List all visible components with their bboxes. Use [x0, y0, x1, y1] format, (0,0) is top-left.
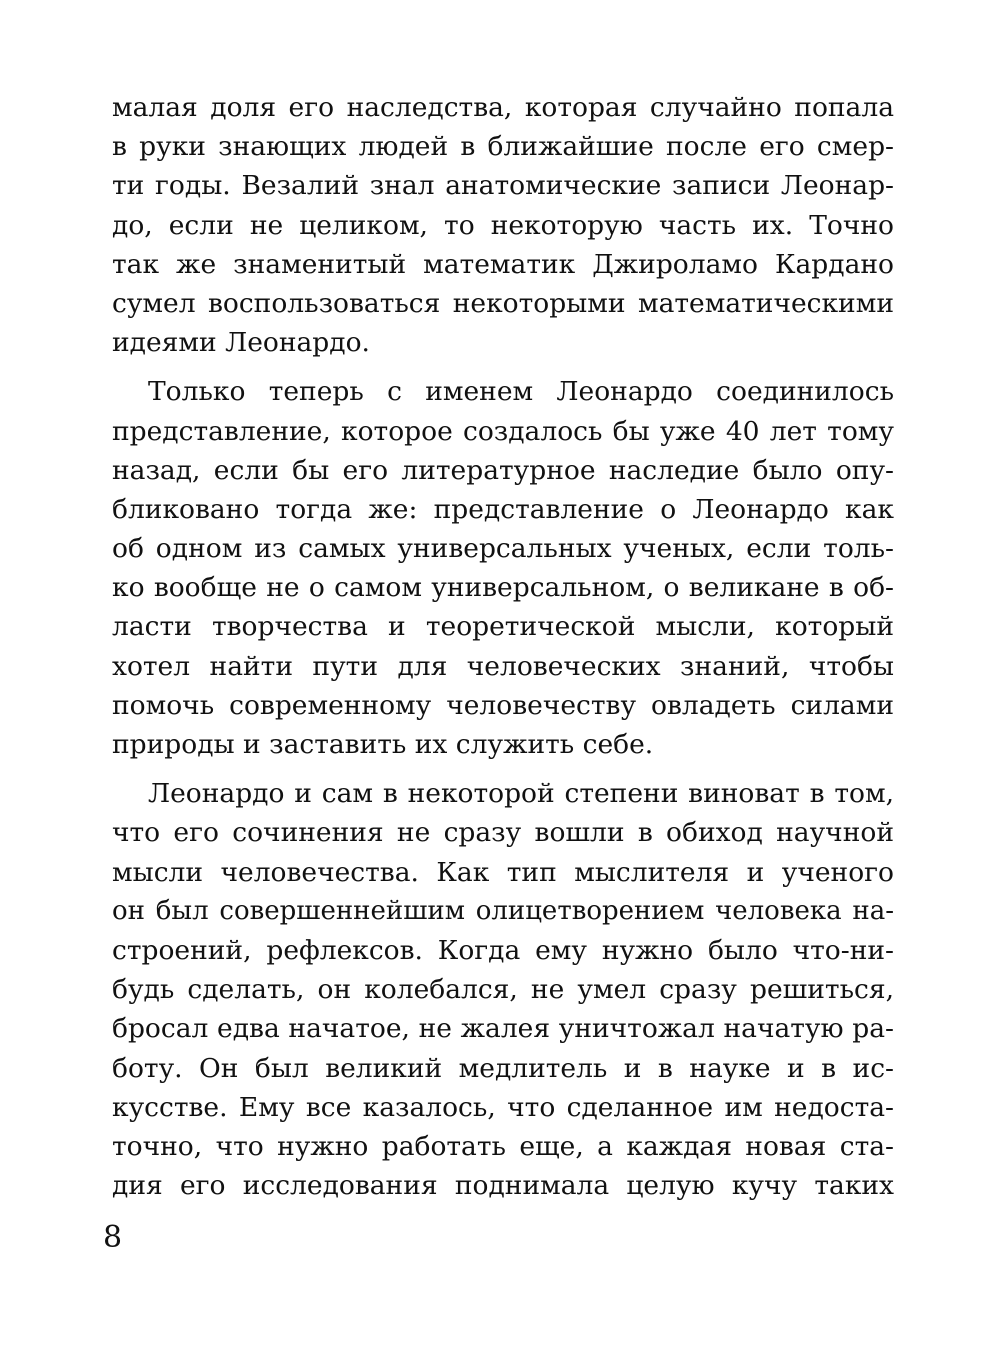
text-line: назад, если бы его литературное наследие было опу- — [112, 454, 894, 486]
text-line: бросал едва начатое, не жалея уничтожал начатую ра- — [112, 1013, 894, 1045]
text-line: хотел найти пути для человеческих знаний, чтобы — [112, 650, 894, 682]
text-line: так же знаменитый математик Джироламо Кардано — [112, 248, 894, 280]
text-line: бликовано тогда же: представление о Леонардо как — [112, 493, 894, 525]
text-line: Леонардо и сам в некоторой степени виноват в том, — [148, 778, 894, 810]
text-line: что его сочинения не сразу вошли в обиход научной — [112, 817, 894, 849]
text-line: помочь современному человечеству овладеть силами — [112, 689, 894, 721]
text-line: мысли человечества. Как тип мыслителя и ученого — [112, 856, 894, 888]
text-line: дия его исследования поднимала целую кучу таких — [112, 1170, 894, 1202]
body-text — [112, 88, 894, 1205]
text-line: Только теперь с именем Леонардо соединилось — [148, 376, 894, 408]
text-line: он был совершеннейшим олицетворением человека на- — [112, 895, 894, 926]
text-line: будь сделать, он колебался, не умел сразу решиться, — [112, 974, 894, 1006]
text-line: точно, что нужно работать еще, а каждая новая ста- — [112, 1130, 894, 1162]
text-line: боту. Он был великий медлитель и в науке и в ис- — [112, 1052, 894, 1084]
text-line: об одном из самых универсальных ученых, если толь- — [112, 533, 894, 565]
text-line: идеями Леонардо. — [112, 327, 370, 359]
paragraph-gap — [112, 362, 894, 372]
text-line: малая доля его наследства, которая случайно попала — [112, 92, 894, 123]
text-line: природы и заставить их служить себе. — [112, 729, 654, 760]
text-line: до, если не целиком, то некоторую часть их. Точно — [112, 209, 894, 241]
page-number: 8 — [103, 1220, 123, 1255]
text-line: ласти творчества и теоретической мысли, который — [112, 611, 894, 643]
paragraph-gap — [112, 764, 894, 774]
text-line: в руки знающих людей в ближайшие после его смер- — [112, 131, 894, 163]
text-line: представление, которое создалось бы уже 40 лет тому — [112, 415, 894, 447]
text-line: сумел воспользоваться некоторыми математическими — [112, 287, 894, 319]
text-line: ти годы. Везалий знал анатомические записи Леонар- — [112, 170, 894, 202]
text-line: кусстве. Ему все казалось, что сделанное им недоста- — [112, 1091, 894, 1123]
text-line: ко вообще не о самом универсальном, о великане в об- — [112, 572, 894, 604]
text-line: строений, рефлексов. Когда ему нужно было что-ни- — [112, 934, 894, 966]
